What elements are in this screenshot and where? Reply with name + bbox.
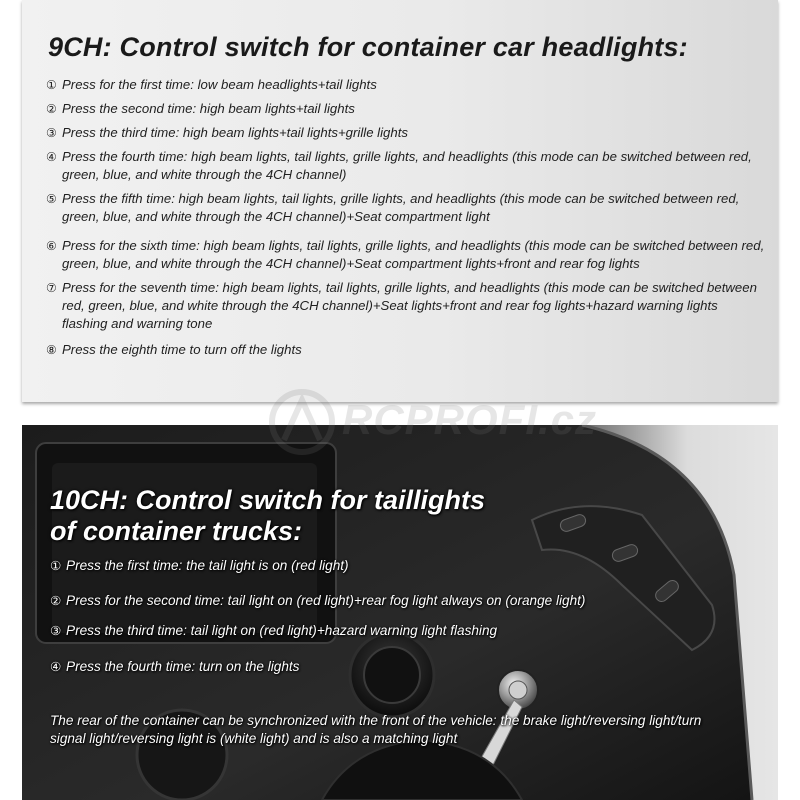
item-number: ③ bbox=[50, 624, 62, 638]
item-number: ② bbox=[50, 594, 62, 608]
item-number: ④ bbox=[46, 150, 57, 164]
title-10ch-line1: 10CH: Control switch for taillights bbox=[50, 485, 486, 515]
list-9ch bbox=[46, 76, 766, 359]
watermark-text: RCPROFI.cz bbox=[342, 396, 598, 443]
list-item-10ch-4 bbox=[50, 658, 690, 676]
item-text: Press the first time: the tail light is on (red light) bbox=[66, 558, 349, 573]
list-item-9ch-7 bbox=[46, 279, 766, 333]
item-number: ③ bbox=[46, 126, 57, 140]
item-number: ⑧ bbox=[46, 343, 57, 357]
list-item-9ch-2 bbox=[46, 100, 766, 118]
title-9ch: 9CH: Control switch for container car headlights: bbox=[48, 32, 688, 62]
item-text: Press the second time: high beam lights+tail lights bbox=[62, 101, 355, 116]
item-number: ⑥ bbox=[46, 239, 57, 253]
item-text: Press the third time: tail light on (red light)+hazard warning light flashing bbox=[66, 623, 498, 638]
item-number: ⑦ bbox=[46, 281, 57, 295]
list-item-9ch-1 bbox=[46, 76, 766, 94]
list-item-10ch-1 bbox=[50, 557, 690, 575]
item-text: Press the eighth time to turn off the lights bbox=[62, 342, 302, 357]
sync-note: The rear of the container can be synchronized with the front of the vehicle: the brake light/reversing light/turn signal light/reversing light is (white light) and is also a matching light bbox=[50, 713, 702, 746]
list-item-10ch-3 bbox=[50, 622, 690, 640]
item-text: Press the third time: high beam lights+tail lights+grille lights bbox=[62, 125, 408, 140]
item-number: ① bbox=[50, 559, 62, 573]
item-text: Press for the second time: tail light on (red light)+rear fog light always on (orange light) bbox=[66, 593, 586, 608]
list-10ch bbox=[50, 557, 690, 676]
item-text: Press the fourth time: high beam lights, tail lights, grille lights, and headlights (this mode can be switched between red, green, blue, and white through the 4CH channel) bbox=[62, 149, 752, 182]
item-number: ② bbox=[46, 102, 57, 116]
list-item-9ch-5 bbox=[46, 190, 766, 226]
item-number: ① bbox=[46, 78, 57, 92]
item-text: Press for the sixth time: high beam lights, tail lights, grille lights, and headlights (this mode can be switched between red, green, blue, and white through the 4CH channel)+Seat compartment lights+front and rear fog lights bbox=[62, 238, 765, 271]
item-text: Press the fifth time: high beam lights, tail lights, grille lights, and headlights (this mode can be switched between red, green, blue, and white through the 4CH channel)+Seat compartment light bbox=[62, 191, 740, 224]
title-10ch-line2: of container trucks: bbox=[50, 516, 303, 546]
item-text: Press for the first time: low beam headlights+tail lights bbox=[62, 77, 377, 92]
panel-9ch bbox=[22, 0, 778, 402]
title-10ch bbox=[50, 485, 485, 547]
item-number: ⑤ bbox=[46, 192, 57, 206]
item-number: ④ bbox=[50, 660, 62, 674]
list-item-9ch-4 bbox=[46, 148, 766, 184]
list-item-10ch-2 bbox=[50, 592, 690, 610]
list-item-9ch-6 bbox=[46, 237, 766, 273]
list-item-9ch-8 bbox=[46, 341, 766, 359]
panel-10ch bbox=[22, 425, 778, 800]
list-item-9ch-3 bbox=[46, 124, 766, 142]
item-text: Press the fourth time: turn on the lights bbox=[66, 659, 300, 674]
item-text: Press for the seventh time: high beam lights, tail lights, grille lights, and headlights (this mode can be switched between red, green, blue, and white through the 4CH channel)+Seat lights+front and rear fog lights+hazard warning lights flashing and warning tone bbox=[62, 280, 757, 331]
